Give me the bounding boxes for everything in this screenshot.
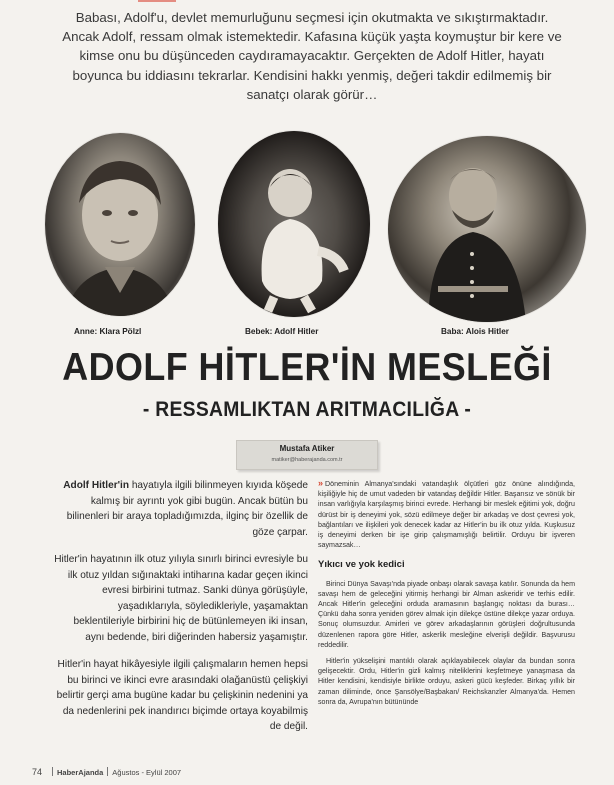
article-title: ADOLF HİTLER'İN MESLEĞİ <box>62 346 552 389</box>
author-name: Mustafa Atiker <box>279 444 335 453</box>
page-footer <box>32 767 181 777</box>
magazine-brand: HaberAjanda <box>57 768 104 777</box>
issue-date: Ağustos - Eylül 2007 <box>112 768 182 777</box>
baby-portrait-photo <box>218 131 370 317</box>
mother-portrait-photo <box>45 133 195 316</box>
section-heading: Yıkıcı ve yok kedici <box>318 559 405 571</box>
father-portrait-photo <box>388 136 586 322</box>
body-paragraph: Hitler'in hayatının ilk otuz yılıyla sınırlı birinci evresiyle bu ilk otuz yıldan sığınaktaki intiharına kadar geçen ikinci evresi birbirini tutmaz. Sanki dünya görüşüyle, yaşadıklarıyla, söyledikleriyle, yaşamaktan beklentileriyle birbirini hiç de bütünlemeyen iki insan, aynı bedende, biri diğerinden habersiz yaşamıştır. <box>54 554 308 643</box>
quote-marker-icon: » <box>318 478 324 488</box>
article-right-column <box>318 478 575 713</box>
photo-caption: Baba: Alois Hitler <box>441 327 509 336</box>
page-number: 74 <box>32 767 43 777</box>
article-left-column <box>54 478 308 747</box>
body-paragraph: Birinci Dünya Savaşı'nda piyade onbaşı olarak savaşa katılır. Sonunda da hem savaşı hem de geleceğini yitirmiş herhangi bir Alman askeridir ve terhis edilir. Ancak Hitler'in geleceğini orduda aramasının başlangıç noktası da burası… Çünkü daha sonra yeniden görev almak için dilekçe üstüne dilekçe yazar orduya. Sonuç olumsuzdur. Amirleri ve görev arkadaşlarının görüşleri doğrultusunda düzenlenen rapora göre Hitler, askerlik mesleğine elverişli değildir. Başvurusu reddedilir. <box>318 579 575 649</box>
article-subtitle: - RESSAMLIKTAN ARITMACILIĞA - <box>142 398 472 421</box>
photo-caption: Anne: Klara Pölzl <box>74 327 142 336</box>
decorative-mark <box>138 0 176 2</box>
author-byline <box>236 440 378 470</box>
body-text: Döneminin Almanya'sındaki vatandaşlık ölçütleri göz önüne alındığında, kişiliğiyle hiç de umut vadeden bir vatandaş değildir Hitler. Başarısız ve sönük bir insan varlığıyla karşılaşmış birinci evrede. Herhangi bir meslek eğitimi yok, doğru dürüst bir iş deneyimi yok, sözü edilmeye değer bir arkadaş ve dost çevresi yok, bağlantıları ve ilişkileri yok denecek kadar az Hitler'in bu ilk otuz yılda. Kuşkusuz iş deneyimi derken bir işe girip çalışmamışlığı belirtilir. Orduyu bir işveren saymazsak… <box>318 480 575 550</box>
divider <box>107 767 108 776</box>
lead-bold-name: Adolf Hitler'in <box>63 480 130 491</box>
divider <box>52 767 53 776</box>
lead-text: hayatıyla ilgili bilinmeyen kıyıda köşede kalmış bir ayrıntı yok gibi bugün. Ancak bütün bu bilinenleri bir araya topladığımızda, ilginç bir özellik de göze çarpar. <box>66 480 308 538</box>
body-paragraph <box>318 478 575 550</box>
body-paragraph: Hitler'in hayat hikâyesiyle ilgili çalışmaların hemen hepsi bu birinci ve ikinci evre arasındaki olağanüstü çelişkiyi belirtir gerçi ama bugüne kadar bu çelişkinin nedenini ya da nedenlerini pek inandırıcı biçimde ortaya koyabilmiş de değil. <box>56 659 308 732</box>
author-email: matiker@haberajanda.com.tr <box>271 457 343 463</box>
lead-paragraph <box>54 478 308 540</box>
photo-caption: Bebek: Adolf Hitler <box>245 327 319 336</box>
body-paragraph: Hitler'in yükselişini mantıklı olarak açıklayabilecek olaylar da bundan sonra gelişecektir. Ordu, Hitler'in gizli kalmış niteliklerini keşfetmeye yanaşmasa da Hitler kendisini, kendisiyle birlikte orduyu, askeri gücü keşfeder. Birkaç yıllık bir zaman diliminde, önce Şansölye/Başbakan/ Reichskanzler Almanya'da. Hemen sonra da, Avrupa'nın bütününde <box>318 657 575 706</box>
intro-paragraph: Babası, Adolf'u, devlet memurluğunu seçmesi için okutmakta ve sıkıştırmaktadır. Ancak Adolf, ressam olmak istemektedir. Kafasına küçük yaşta koymuştur bir kere ve kimse onu bu düşünceden caydıramayacaktır. Gerçekten de Adolf Hitler, hayatı boyunca bu iddiasını tekrarlar. Kendisini hakkı yenmiş, değeri takdir edilmemiş bir sanatçı olarak görür… <box>62 10 562 102</box>
